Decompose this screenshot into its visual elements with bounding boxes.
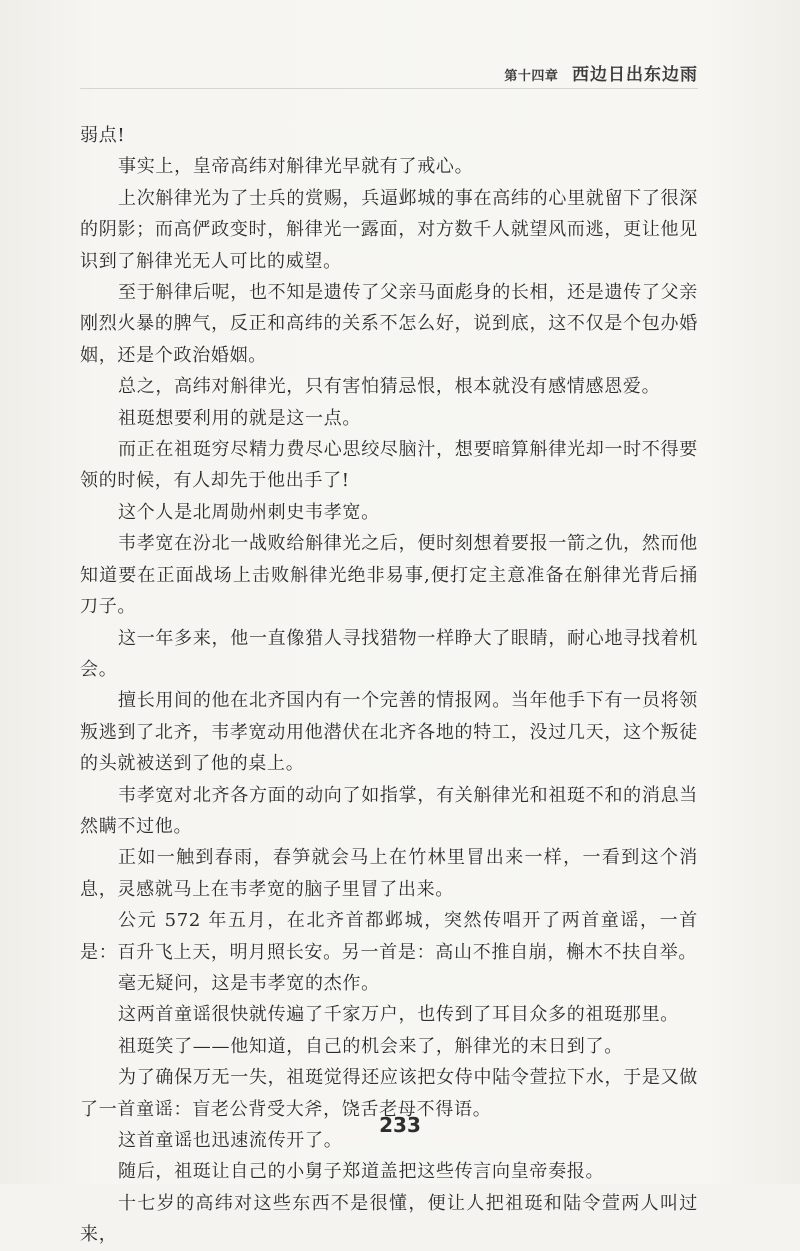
paragraph: 韦孝宽在汾北一战败给斛律光之后，便时刻想着要报一箭之仇，然而他知道要在正面战场上击败斛律光绝非易事,便打定主意准备在斛律光背后捅刀子。 bbox=[80, 533, 698, 618]
paragraph: 正如一触到春雨，春笋就会马上在竹林里冒出来一样，一看到这个消息，灵感就马上在韦孝宽的脑子里冒了出来。 bbox=[80, 847, 698, 900]
paragraph: 而正在祖珽穷尽精力费尽心思绞尽脑汁，想要暗算斛律光却一时不得要领的时候，有人却先于他出手了! bbox=[80, 439, 698, 492]
paragraph: 这一年多来，他一直像猎人寻找猎物一样睁大了眼睛，耐心地寻找着机会。 bbox=[80, 627, 698, 680]
header-divider bbox=[80, 88, 698, 89]
running-header bbox=[504, 60, 698, 85]
paragraph: 弱点! bbox=[80, 125, 126, 146]
paragraph: 祖珽想要利用的就是这一点。 bbox=[118, 407, 362, 429]
chapter-title: 西边日出东边雨 bbox=[572, 65, 698, 85]
paragraph: 韦孝宽对北齐各方面的动向了如指掌，有关斛律光和祖珽不和的消息当然瞒不过他。 bbox=[80, 784, 698, 837]
paragraph: 祖珽笑了——他知道，自己的机会来了，斛律光的末日到了。 bbox=[118, 1035, 623, 1057]
paragraph: 十七岁的高纬对这些东西不是很懂，便让人把祖珽和陆令萱两人叫过来， bbox=[80, 1192, 698, 1246]
paragraph: 公元 572 年五月，在北齐首都邺城，突然传唱开了两首童谣，一首是：百升飞上天，明月照长安。另一首是：高山不推自崩，槲木不扶自举。 bbox=[80, 910, 698, 963]
body-text bbox=[80, 120, 698, 1251]
paragraph: 至于斛律后呢，也不知是遗传了父亲马面彪身的长相，还是遗传了父亲刚烈火暴的脾气，反正和高纬的关系不怎么好，说到底，这不仅是个包办婚姻，还是个政治婚姻。 bbox=[80, 282, 698, 366]
chapter-number: 第十四章 bbox=[504, 69, 559, 84]
paragraph: 这首童谣也迅速流传开了。 bbox=[118, 1130, 343, 1151]
paragraph: 事实上，皇帝高纬对斛律光早就有了戒心。 bbox=[118, 156, 474, 178]
paragraph: 这个人是北周勋州刺史韦孝宽。 bbox=[118, 501, 380, 523]
paragraph: 毫无疑问，这是韦孝宽的杰作。 bbox=[118, 972, 380, 994]
paragraph: 擅长用间的他在北齐国内有一个完善的情报网。当年他手下有一员将领叛逃到了北齐，韦孝宽动用他潜伏在北齐各地的特工，没过几天，这个叛徒的头就被送到了他的桌上。 bbox=[80, 690, 698, 775]
paragraph: 总之，高纬对斛律光，只有害怕猜忌恨，根本就没有感情感恩爱。 bbox=[118, 376, 661, 398]
paragraph: 随后，祖珽让自己的小舅子郑道盖把这些传言向皇帝奏报。 bbox=[118, 1161, 605, 1183]
paragraph: 为了确保万无一失，祖珽觉得还应该把女侍中陆令萱拉下水，于是又做了一首童谣：盲老公背受大斧，饶舌老母不得语。 bbox=[80, 1067, 698, 1120]
paragraph: 这两首童谣很快就传遍了千家万户，也传到了耳目众多的祖珽那里。 bbox=[118, 1004, 679, 1026]
paragraph: 上次斛律光为了士兵的赏赐，兵逼邺城的事在高纬的心里就留下了很深的阴影；而高俨政变时，斛律光一露面，对方数千人就望风而逃，更让他见识到了斛律光无人可比的威望。 bbox=[80, 187, 698, 272]
page-number: 233 bbox=[379, 1113, 421, 1137]
